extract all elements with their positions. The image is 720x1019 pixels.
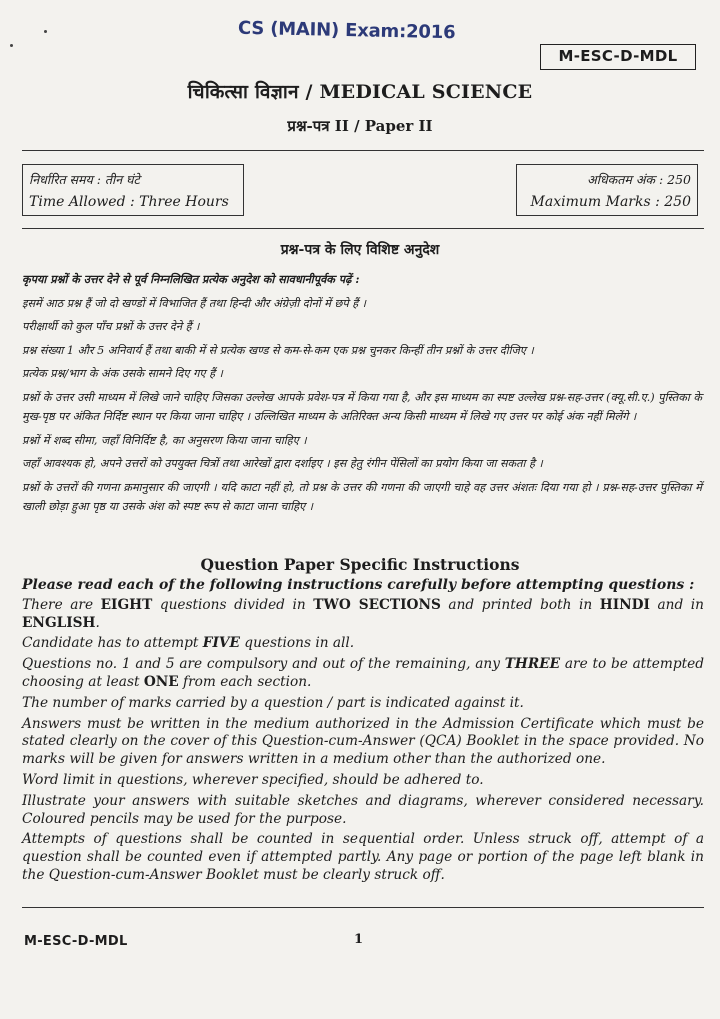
time-allowed-box (22, 164, 244, 216)
time-allowed-english: Time Allowed : Three Hours (29, 194, 229, 210)
paper-subtitle: प्रश्न-पत्र II / Paper II (287, 117, 433, 135)
instructions-divider (22, 228, 704, 229)
hindi-instruction: इसमें आठ प्रश्न हैं जो दो खण्डों में विभाजित हैं तथा हिन्दी और अंग्रेज़ी दोनों में छपे हैं । (22, 296, 367, 310)
hindi-instruction: प्रश्न संख्या 1 और 5 अनिवार्य हैं तथा बाकी में से प्रत्येक खण्ड से कम-से-कम एक प्रश्न चुनकर किन्हीं तीन प्रश्नों के उत्तर दीजिए । (22, 343, 534, 357)
english-instruction: Questions no. 1 and 5 are compulsory and out of the remaining, any THREE are to be attempted choosing at least ONE from each section. (22, 656, 704, 690)
english-instruction: Answers must be written in the medium authorized in the Admission Certificate which must be stated clearly on the cover of this Question-cum-Answer (QCA) Booklet in the space provided. No marks will be given for answers written in a medium other than the authorized one. (22, 715, 704, 768)
english-instructions (22, 577, 704, 888)
footer-paper-code: M-ESC-D-MDL (24, 934, 128, 949)
maximum-marks-english: Maximum Marks : 250 (530, 194, 691, 210)
page-number: 1 (354, 932, 364, 947)
hindi-instruction: प्रश्नों के उत्तरों की गणना क्रमानुसार की जाएगी । यदि काटा नहीं हो, तो प्रश्न के उत्तर की गणना की जाएगी चाहे वह उत्तर अंशतः दिया गया हो । प्रश्न-सह-उत्तर पुस्तिका में खाली छोड़ा हुआ पृष्ठ या उसके अंश को स्पष्ट रूप से काटा जाना चाहिए । (22, 480, 702, 513)
hindi-instructions-lead: कृपया प्रश्नों के उत्तर देने से पूर्व निम्नलिखित प्रत्येक अनुदेश को सावधानीपूर्वक पढ़ें : (22, 272, 360, 286)
maximum-marks-hindi: अधिकतम अंक : 250 (587, 172, 691, 187)
hindi-instruction: प्रश्नों में शब्द सीमा, जहाँ विनिर्दिष्ट है, का अनुसरण किया जाना चाहिए । (22, 433, 307, 447)
exam-stamp: CS (MAIN) Exam:2016 (237, 17, 456, 44)
hindi-instructions-heading: प्रश्न-पत्र के लिए विशिष्ट अनुदेश (280, 242, 440, 258)
english-instruction: Illustrate your answers with suitable sketches and diagrams, wherever considered necessary. Coloured pencils may be used for the purpose. (22, 792, 704, 827)
header-divider (22, 150, 704, 151)
maximum-marks-box (516, 164, 698, 216)
speck-mark (44, 30, 47, 33)
speck-mark (10, 44, 13, 47)
hindi-instructions (22, 270, 702, 521)
english-instructions-lead: Please read each of the following instructions carefully before attempting questions : (22, 577, 695, 593)
english-instruction: Word limit in questions, wherever specified, should be adhered to. (22, 771, 484, 788)
english-instruction: The number of marks carried by a question / part is indicated against it. (22, 694, 524, 711)
hindi-instruction: परीक्षार्थी को कुल पाँच प्रश्नों के उत्तर देने हैं । (22, 320, 200, 333)
footer-divider (22, 907, 704, 908)
hindi-instruction: प्रश्नों के उत्तर उसी माध्यम में लिखे जाने चाहिए जिसका उल्लेख आपके प्रवेश-पत्र में किया गया है, और इस माध्यम का स्पष्ट उल्लेख प्रश्न-सह-उत्तर (क्यू.सी.ए.) पुस्तिका के मुख-पृष्ठ पर अंकित निर्दिष्ट स्थान पर किया जाना चाहिए । उल्लिखित माध्यम के अतिरिक्त अन्य किसी माध्यम में लिखे गए उत्तर पर कोई अंक नहीं मिलेंगे । (22, 390, 702, 423)
english-instructions-heading: Question Paper Specific Instructions (200, 555, 520, 574)
time-allowed-hindi: निर्धारित समय : तीन घंटे (29, 172, 140, 187)
paper-code-box: M-ESC-D-MDL (540, 44, 696, 70)
paper-title: चिकित्सा विज्ञान / MEDICAL SCIENCE (187, 81, 533, 103)
hindi-instruction: जहाँ आवश्यक हो, अपने उत्तरों को उपयुक्त चित्रों तथा आरेखों द्वारा दर्शाइए । इस हेतु रंगीन पेंसिलों का प्रयोग किया जा सकता है । (22, 457, 543, 470)
english-instruction: Candidate has to attempt FIVE questions in all. (22, 635, 355, 652)
hindi-instruction: प्रत्येक प्रश्न/भाग के अंक उसके सामने दिए गए हैं । (22, 367, 223, 380)
english-instruction: There are EIGHT questions divided in TWO SECTIONS and printed both in HINDI and in ENGLISH. (22, 596, 704, 631)
english-instruction: Attempts of questions shall be counted in sequential order. Unless struck off, attempt of a question shall be counted even if attempted partly. Any page or portion of the page left blank in the Question-cum-Answer Booklet must be clearly struck off. (22, 831, 704, 883)
